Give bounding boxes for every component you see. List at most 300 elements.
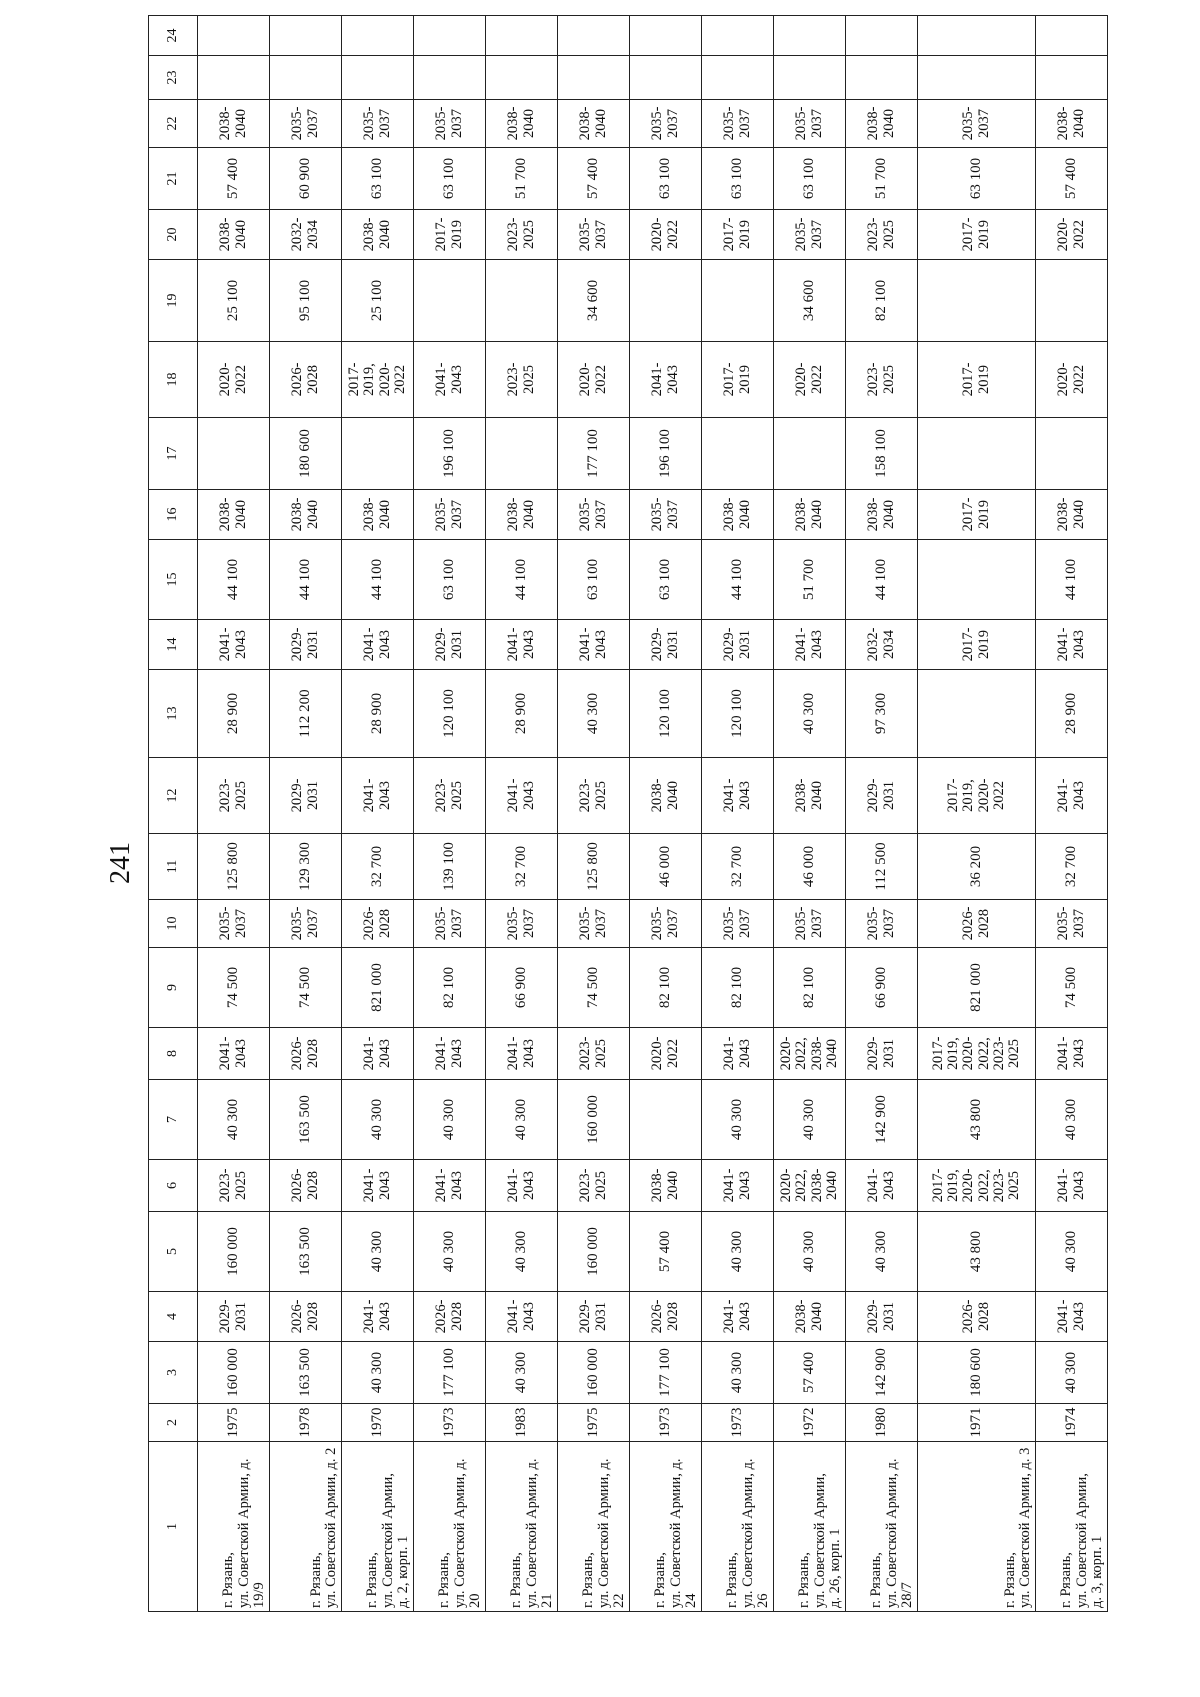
address-cell: г. Рязань, ул. Советской Армии, д. 28/7	[846, 1442, 918, 1612]
table-cell: 28 900	[198, 670, 270, 758]
table-cell: 180 600	[918, 1342, 1036, 1404]
table-cell: 180 600	[270, 418, 342, 490]
table-cell: 158 100	[846, 418, 918, 490]
table-cell: 57 400	[558, 148, 630, 210]
table-cell: 82 100	[702, 948, 774, 1028]
table-cell: 1974	[1036, 1404, 1108, 1442]
table-cell: 2035- 2037	[558, 210, 630, 260]
table-cell: 51 700	[774, 540, 846, 620]
table-cell: 44 100	[198, 540, 270, 620]
table-cell: 2035- 2037	[558, 490, 630, 540]
table-cell: 2035- 2037	[918, 100, 1036, 148]
table-cell: 2026- 2028	[414, 1292, 486, 1342]
table-row	[918, 16, 1036, 1612]
table-cell: 2038- 2040	[486, 490, 558, 540]
table-cell: 2035- 2037	[198, 900, 270, 948]
table-cell: 66 900	[486, 948, 558, 1028]
table-cell: 160 000	[198, 1212, 270, 1292]
table-cell: 74 500	[198, 948, 270, 1028]
table-cell: 40 300	[774, 1212, 846, 1292]
table-cell: 821 000	[342, 948, 414, 1028]
table-cell	[630, 56, 702, 100]
column-number-10: 10	[149, 900, 198, 948]
table-cell: 2017- 2019, 2020- 2022	[342, 342, 414, 418]
address-cell: г. Рязань, ул. Советской Армии, д. 24	[630, 1442, 702, 1612]
table-row	[342, 16, 414, 1612]
table-cell: 2029- 2031	[846, 1292, 918, 1342]
address-cell: г. Рязань, ул. Советской Армии, д. 3, корп. 1	[1036, 1442, 1108, 1612]
column-number-4: 4	[149, 1292, 198, 1342]
table-cell: 120 100	[630, 670, 702, 758]
table-cell	[342, 56, 414, 100]
table-cell	[1036, 16, 1108, 56]
table-cell: 28 900	[486, 670, 558, 758]
table-cell: 2041- 2043	[846, 1160, 918, 1212]
table-cell: 2041- 2043	[342, 1028, 414, 1080]
table-cell: 28 900	[1036, 670, 1108, 758]
table-cell	[558, 56, 630, 100]
table-cell: 2035- 2037	[270, 100, 342, 148]
table-cell: 2026- 2028	[270, 1160, 342, 1212]
table-cell: 44 100	[702, 540, 774, 620]
table-cell	[918, 16, 1036, 56]
address-cell: г. Рязань, ул. Советской Армии, д. 22	[558, 1442, 630, 1612]
table-cell: 2035- 2037	[630, 490, 702, 540]
table-cell: 44 100	[342, 540, 414, 620]
table-cell: 2035- 2037	[630, 100, 702, 148]
table-row	[630, 16, 702, 1612]
table-cell: 63 100	[414, 540, 486, 620]
table-cell: 43 800	[918, 1080, 1036, 1160]
table-cell: 2038- 2040	[774, 490, 846, 540]
column-number-7: 7	[149, 1080, 198, 1160]
table-cell	[198, 56, 270, 100]
table-cell: 2038- 2040	[702, 490, 774, 540]
table-cell: 2023- 2025	[414, 758, 486, 834]
table-cell: 74 500	[558, 948, 630, 1028]
table-cell: 2035- 2037	[774, 100, 846, 148]
table-cell: 2023- 2025	[558, 1160, 630, 1212]
table-cell: 40 300	[846, 1212, 918, 1292]
table-cell: 2041- 2043	[414, 1160, 486, 1212]
table-cell: 2041- 2043	[486, 620, 558, 670]
table-cell	[774, 56, 846, 100]
table-body	[198, 16, 1108, 1612]
table-cell	[1036, 260, 1108, 342]
table-cell: 1973	[414, 1404, 486, 1442]
table-cell: 163 500	[270, 1342, 342, 1404]
table-cell: 63 100	[342, 148, 414, 210]
table-cell: 2041- 2043	[414, 342, 486, 418]
table-cell: 63 100	[630, 148, 702, 210]
table-cell: 46 000	[774, 834, 846, 900]
table-cell: 2023- 2025	[486, 210, 558, 260]
column-number-21: 21	[149, 148, 198, 210]
table-cell: 2038- 2040	[198, 210, 270, 260]
table-cell: 2035- 2037	[486, 900, 558, 948]
table-cell: 40 300	[486, 1080, 558, 1160]
column-number-19: 19	[149, 260, 198, 342]
column-number-22: 22	[149, 100, 198, 148]
table-cell: 2038- 2040	[774, 1292, 846, 1342]
table-cell: 46 000	[630, 834, 702, 900]
table-cell: 40 300	[558, 670, 630, 758]
table-cell: 82 100	[414, 948, 486, 1028]
column-number-11: 11	[149, 834, 198, 900]
table-cell: 34 600	[558, 260, 630, 342]
address-cell: г. Рязань, ул. Советской Армии, д. 3	[918, 1442, 1036, 1612]
table-cell: 2038- 2040	[1036, 100, 1108, 148]
table-cell: 2020- 2022	[1036, 342, 1108, 418]
table-cell: 40 300	[774, 670, 846, 758]
table-cell: 2041- 2043	[198, 1028, 270, 1080]
column-number-15: 15	[149, 540, 198, 620]
table-cell: 196 100	[630, 418, 702, 490]
table-cell: 2029- 2031	[198, 1292, 270, 1342]
table-cell: 32 700	[486, 834, 558, 900]
table-cell: 125 800	[198, 834, 270, 900]
table-cell: 2026- 2028	[918, 1292, 1036, 1342]
column-number-8: 8	[149, 1028, 198, 1080]
table-cell: 2041- 2043	[486, 1028, 558, 1080]
table-cell: 2029- 2031	[630, 620, 702, 670]
table-cell	[918, 260, 1036, 342]
table-cell: 2029- 2031	[558, 1292, 630, 1342]
table-cell: 2038- 2040	[630, 1160, 702, 1212]
table-cell: 57 400	[774, 1342, 846, 1404]
table-cell: 2035- 2037	[342, 100, 414, 148]
table-cell: 2041- 2043	[702, 1160, 774, 1212]
table-cell: 2035- 2037	[414, 100, 486, 148]
table-cell: 40 300	[414, 1080, 486, 1160]
address-cell: г. Рязань, ул. Советской Армии, д. 2, корп. 1	[342, 1442, 414, 1612]
column-number-17: 17	[149, 418, 198, 490]
table-cell: 2029- 2031	[846, 758, 918, 834]
table-cell: 43 800	[918, 1212, 1036, 1292]
table-cell: 821 000	[918, 948, 1036, 1028]
table-cell: 2041- 2043	[558, 620, 630, 670]
table-cell	[918, 418, 1036, 490]
column-number-23: 23	[149, 56, 198, 100]
table-cell	[702, 16, 774, 56]
table-cell	[486, 56, 558, 100]
table-cell: 1978	[270, 1404, 342, 1442]
table-cell	[558, 16, 630, 56]
table-cell: 1975	[198, 1404, 270, 1442]
table-cell	[630, 16, 702, 56]
column-number-14: 14	[149, 620, 198, 670]
table-row	[774, 16, 846, 1612]
table-cell: 57 400	[630, 1212, 702, 1292]
table-cell: 163 500	[270, 1080, 342, 1160]
table-cell: 2029- 2031	[414, 620, 486, 670]
table-cell: 60 900	[270, 148, 342, 210]
table-cell: 2029- 2031	[270, 620, 342, 670]
table-cell: 2041- 2043	[1036, 1160, 1108, 1212]
table-cell	[486, 16, 558, 56]
address-cell: г. Рязань, ул. Советской Армии, д. 19/9	[198, 1442, 270, 1612]
table-cell: 40 300	[774, 1080, 846, 1160]
table-cell: 2020- 2022	[774, 342, 846, 418]
table-cell	[270, 56, 342, 100]
table-cell: 2026- 2028	[918, 900, 1036, 948]
column-number-20: 20	[149, 210, 198, 260]
table-cell	[198, 418, 270, 490]
table-cell	[846, 16, 918, 56]
table-cell: 2026- 2028	[270, 342, 342, 418]
table-cell: 2023- 2025	[198, 1160, 270, 1212]
table-cell: 2035- 2037	[414, 490, 486, 540]
table-cell: 2020- 2022	[630, 210, 702, 260]
table-cell: 32 700	[702, 834, 774, 900]
table-cell: 2038- 2040	[342, 490, 414, 540]
table-cell: 2038- 2040	[270, 490, 342, 540]
table-cell	[774, 418, 846, 490]
table-row	[558, 16, 630, 1612]
table-cell: 2035- 2037	[414, 900, 486, 948]
table-cell: 2035- 2037	[558, 900, 630, 948]
table-cell: 125 800	[558, 834, 630, 900]
table-cell: 2041- 2043	[342, 758, 414, 834]
column-number-2: 2	[149, 1404, 198, 1442]
table-cell: 2026- 2028	[630, 1292, 702, 1342]
table-cell: 2017- 2019	[702, 210, 774, 260]
table-cell: 2038- 2040	[630, 758, 702, 834]
rotated-table-wrapper	[148, 28, 1105, 1612]
table-cell: 142 900	[846, 1080, 918, 1160]
table-cell: 2041- 2043	[342, 1160, 414, 1212]
table-cell	[1036, 56, 1108, 100]
table-cell: 82 100	[774, 948, 846, 1028]
table-cell: 2029- 2031	[702, 620, 774, 670]
table-cell: 40 300	[702, 1212, 774, 1292]
table-cell: 2017- 2019	[414, 210, 486, 260]
table-cell: 63 100	[918, 148, 1036, 210]
table-cell	[918, 540, 1036, 620]
table-cell: 2020- 2022	[1036, 210, 1108, 260]
table-cell	[846, 56, 918, 100]
table-cell: 2038- 2040	[486, 100, 558, 148]
table-cell	[630, 260, 702, 342]
table-cell: 2032- 2034	[846, 620, 918, 670]
table-cell: 2017- 2019, 2020- 2022, 2023- 2025	[918, 1160, 1036, 1212]
table-cell: 2017- 2019	[918, 620, 1036, 670]
table-cell: 2038- 2040	[342, 210, 414, 260]
table-cell: 112 200	[270, 670, 342, 758]
table-cell: 2023- 2025	[558, 1028, 630, 1080]
table-cell: 63 100	[702, 148, 774, 210]
table-row	[702, 16, 774, 1612]
table-row	[846, 16, 918, 1612]
table-cell: 63 100	[774, 148, 846, 210]
table-cell: 66 900	[846, 948, 918, 1028]
table-cell: 40 300	[486, 1342, 558, 1404]
table-cell: 40 300	[342, 1212, 414, 1292]
table-cell: 2020- 2022	[630, 1028, 702, 1080]
table-cell: 2041- 2043	[1036, 758, 1108, 834]
table-cell: 1972	[774, 1404, 846, 1442]
table-cell: 142 900	[846, 1342, 918, 1404]
table-cell	[1036, 418, 1108, 490]
table-cell: 40 300	[1036, 1080, 1108, 1160]
table-cell: 2023- 2025	[846, 342, 918, 418]
table-cell: 2017- 2019	[918, 210, 1036, 260]
table-cell	[270, 16, 342, 56]
table-cell: 2017- 2019	[702, 342, 774, 418]
column-number-9: 9	[149, 948, 198, 1028]
table-cell: 2041- 2043	[414, 1028, 486, 1080]
table-cell: 2035- 2037	[774, 210, 846, 260]
table-cell	[702, 260, 774, 342]
table-cell: 2041- 2043	[702, 1292, 774, 1342]
column-number-3: 3	[149, 1342, 198, 1404]
table-cell: 95 100	[270, 260, 342, 342]
table-cell: 1970	[342, 1404, 414, 1442]
table-cell: 2041- 2043	[486, 758, 558, 834]
table-cell: 2038- 2040	[1036, 490, 1108, 540]
table-cell: 63 100	[414, 148, 486, 210]
table-cell: 2041- 2043	[486, 1160, 558, 1212]
table-cell: 40 300	[702, 1342, 774, 1404]
table-cell: 2023- 2025	[558, 758, 630, 834]
table-cell: 2041- 2043	[1036, 620, 1108, 670]
table-cell: 97 300	[846, 670, 918, 758]
table-cell: 2020- 2022, 2038- 2040	[774, 1160, 846, 1212]
table-cell	[630, 1080, 702, 1160]
table-cell: 63 100	[558, 540, 630, 620]
table-cell: 160 000	[198, 1342, 270, 1404]
table-cell: 2035- 2037	[270, 900, 342, 948]
table-cell: 2020- 2022	[198, 342, 270, 418]
table-cell: 2023- 2025	[486, 342, 558, 418]
table-cell	[342, 16, 414, 56]
table-cell: 2038- 2040	[198, 490, 270, 540]
table-cell: 177 100	[630, 1342, 702, 1404]
table-cell: 2029- 2031	[846, 1028, 918, 1080]
table-cell: 1983	[486, 1404, 558, 1442]
table-cell: 1975	[558, 1404, 630, 1442]
table-row	[270, 16, 342, 1612]
address-cell: г. Рязань, ул. Советской Армии, д. 2	[270, 1442, 342, 1612]
table-cell: 40 300	[198, 1080, 270, 1160]
table-cell: 74 500	[270, 948, 342, 1028]
table-cell: 2035- 2037	[1036, 900, 1108, 948]
table-cell: 129 300	[270, 834, 342, 900]
table-cell: 2020- 2022	[558, 342, 630, 418]
table-cell: 160 000	[558, 1212, 630, 1292]
table-cell: 2032- 2034	[270, 210, 342, 260]
table-cell: 160 000	[558, 1342, 630, 1404]
table-cell: 57 400	[1036, 148, 1108, 210]
table-cell: 2041- 2043	[1036, 1292, 1108, 1342]
table-cell: 74 500	[1036, 948, 1108, 1028]
table-cell	[486, 260, 558, 342]
table-cell: 2041- 2043	[702, 1028, 774, 1080]
table-cell: 40 300	[702, 1080, 774, 1160]
table-cell: 1980	[846, 1404, 918, 1442]
column-number-13: 13	[149, 670, 198, 758]
table-cell	[486, 418, 558, 490]
table-cell: 44 100	[1036, 540, 1108, 620]
table-cell: 2017- 2019	[918, 342, 1036, 418]
table-cell: 112 500	[846, 834, 918, 900]
table-cell	[414, 56, 486, 100]
table-cell	[918, 56, 1036, 100]
table-cell: 44 100	[486, 540, 558, 620]
table-cell: 51 700	[846, 148, 918, 210]
table-cell: 163 500	[270, 1212, 342, 1292]
table-cell: 160 000	[558, 1080, 630, 1160]
table-cell: 2035- 2037	[702, 100, 774, 148]
table-cell: 2041- 2043	[486, 1292, 558, 1342]
table-cell: 120 100	[414, 670, 486, 758]
table-cell: 2035- 2037	[846, 900, 918, 948]
table-cell: 2041- 2043	[774, 620, 846, 670]
table-cell: 2041- 2043	[702, 758, 774, 834]
table-cell: 1973	[630, 1404, 702, 1442]
table-cell: 2038- 2040	[846, 100, 918, 148]
address-cell: г. Рязань, ул. Советской Армии, д. 21	[486, 1442, 558, 1612]
table-cell: 177 100	[558, 418, 630, 490]
table-cell: 40 300	[342, 1342, 414, 1404]
column-number-24: 24	[149, 16, 198, 56]
table-cell: 2017- 2019, 2020- 2022	[918, 758, 1036, 834]
table-cell: 51 700	[486, 148, 558, 210]
address-cell: г. Рязань, ул. Советской Армии, д. 20	[414, 1442, 486, 1612]
table-cell: 32 700	[1036, 834, 1108, 900]
column-number-16: 16	[149, 490, 198, 540]
table-cell: 2026- 2028	[270, 1028, 342, 1080]
table-cell	[198, 16, 270, 56]
table-cell: 2035- 2037	[774, 900, 846, 948]
column-number-6: 6	[149, 1160, 198, 1212]
table-cell: 25 100	[342, 260, 414, 342]
table-cell: 2041- 2043	[342, 1292, 414, 1342]
table-cell: 120 100	[702, 670, 774, 758]
table-cell: 40 300	[1036, 1342, 1108, 1404]
table-cell: 2026- 2028	[342, 900, 414, 948]
address-cell: г. Рязань, ул. Советской Армии, д. 26	[702, 1442, 774, 1612]
table-cell: 40 300	[486, 1212, 558, 1292]
column-number-12: 12	[149, 758, 198, 834]
table-cell: 177 100	[414, 1342, 486, 1404]
table-cell: 2017- 2019, 2020- 2022, 2023- 2025	[918, 1028, 1036, 1080]
table-row	[414, 16, 486, 1612]
table-cell: 2020- 2022, 2038- 2040	[774, 1028, 846, 1080]
table-cell: 1973	[702, 1404, 774, 1442]
capital-repair-schedule-table	[148, 15, 1108, 1612]
table-cell: 196 100	[414, 418, 486, 490]
table-cell: 2041- 2043	[630, 342, 702, 418]
column-number-header-row	[149, 16, 198, 1612]
table-cell: 63 100	[630, 540, 702, 620]
table-cell: 40 300	[1036, 1212, 1108, 1292]
table-cell: 2041- 2043	[198, 620, 270, 670]
page-number: 241	[105, 842, 136, 884]
table-cell: 2038- 2040	[846, 490, 918, 540]
table-cell: 44 100	[846, 540, 918, 620]
table-cell: 40 300	[342, 1080, 414, 1160]
table-cell	[702, 56, 774, 100]
table-cell: 2026- 2028	[270, 1292, 342, 1342]
table-cell: 2041- 2043	[342, 620, 414, 670]
table-cell: 40 300	[414, 1212, 486, 1292]
table-cell: 34 600	[774, 260, 846, 342]
table-cell: 2038- 2040	[558, 100, 630, 148]
table-cell: 2023- 2025	[846, 210, 918, 260]
column-number-5: 5	[149, 1212, 198, 1292]
table-cell	[702, 418, 774, 490]
